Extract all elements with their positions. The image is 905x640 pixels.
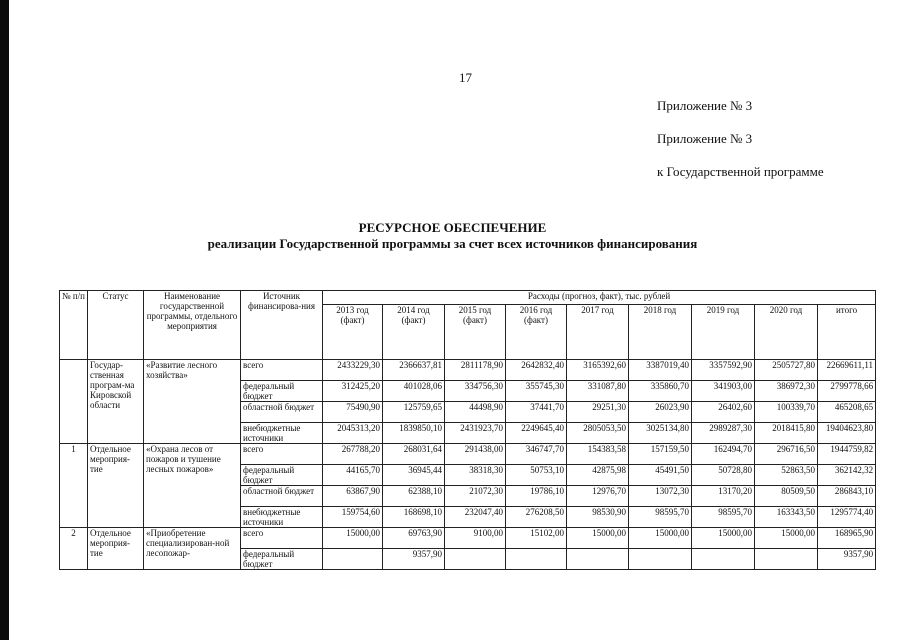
row-source: федеральный бюджет — [241, 381, 323, 402]
row-value: 341903,00 — [692, 381, 755, 402]
row-value: 21072,30 — [445, 486, 506, 507]
row-value: 98595,70 — [629, 507, 692, 528]
row-value — [692, 549, 755, 570]
header-expenses: Расходы (прогноз, факт), тыс. рублей — [323, 291, 876, 305]
header-year: 2015 год (факт) — [445, 305, 506, 360]
row-value: 15000,00 — [755, 528, 818, 549]
row-value: 98595,70 — [692, 507, 755, 528]
row-number: 2 — [60, 528, 88, 570]
header-source: Источник финансирова-ния — [241, 291, 323, 360]
row-value: 62388,10 — [383, 486, 445, 507]
row-total: 9357,90 — [818, 549, 876, 570]
row-value: 44165,70 — [323, 465, 383, 486]
row-value: 26023,90 — [629, 402, 692, 423]
row-value: 334756,30 — [445, 381, 506, 402]
row-source: всего — [241, 528, 323, 549]
header-total: итого — [818, 305, 876, 360]
row-value: 15000,00 — [692, 528, 755, 549]
row-value: 52863,50 — [755, 465, 818, 486]
header-year: 2014 год (факт) — [383, 305, 445, 360]
appendix-line-2: Приложение № 3 — [657, 131, 753, 146]
row-value — [323, 549, 383, 570]
row-value: 296716,50 — [755, 444, 818, 465]
row-value — [629, 549, 692, 570]
row-value: 401028,06 — [383, 381, 445, 402]
table-row — [60, 528, 876, 549]
row-value — [755, 549, 818, 570]
row-value: 15102,00 — [506, 528, 567, 549]
row-source: областной бюджет — [241, 486, 323, 507]
row-value: 125759,65 — [383, 402, 445, 423]
row-value: 37441,70 — [506, 402, 567, 423]
row-total: 362142,32 — [818, 465, 876, 486]
header-year: 2017 год — [567, 305, 629, 360]
row-status: Отдельное мероприя-тие — [88, 444, 144, 528]
row-total: 286843,10 — [818, 486, 876, 507]
row-value: 162494,70 — [692, 444, 755, 465]
document-subtitle: реализации Государственной программы за счет всех источников финансирования — [207, 236, 698, 251]
row-total: 2799778,66 — [818, 381, 876, 402]
row-value: 2045313,20 — [323, 423, 383, 444]
header-year: 2019 год — [692, 305, 755, 360]
table-row — [60, 360, 876, 381]
row-value: 19786,10 — [506, 486, 567, 507]
binder-edge — [0, 0, 9, 640]
row-source: областной бюджет — [241, 402, 323, 423]
row-value: 335860,70 — [629, 381, 692, 402]
row-value: 2249645,40 — [506, 423, 567, 444]
row-source: всего — [241, 444, 323, 465]
row-source: внебюджетные источники — [241, 423, 323, 444]
row-value: 346747,70 — [506, 444, 567, 465]
row-value: 2805053,50 — [567, 423, 629, 444]
row-value — [506, 549, 567, 570]
row-status: Государ-ственная програм-ма Кировской области — [88, 360, 144, 444]
row-name: «Приобретение специализирован-ной лесопожар- — [144, 528, 241, 570]
row-value: 168698,10 — [383, 507, 445, 528]
row-value: 3025134,80 — [629, 423, 692, 444]
row-value: 3165392,60 — [567, 360, 629, 381]
row-value: 26402,60 — [692, 402, 755, 423]
page-number: 17 — [459, 70, 472, 85]
row-value — [567, 549, 629, 570]
row-total: 1295774,40 — [818, 507, 876, 528]
row-value: 291438,00 — [445, 444, 506, 465]
row-value: 3387019,40 — [629, 360, 692, 381]
appendix-line-3: к Государственной программе — [657, 164, 824, 179]
row-name: «Охрана лесов от пожаров и тушение лесных пожаров» — [144, 444, 241, 528]
row-value: 100339,70 — [755, 402, 818, 423]
row-value: 267788,20 — [323, 444, 383, 465]
row-value: 44498,90 — [445, 402, 506, 423]
row-total: 22669611,11 — [818, 360, 876, 381]
row-value: 2505727,80 — [755, 360, 818, 381]
row-value: 312425,20 — [323, 381, 383, 402]
row-value: 1839850,10 — [383, 423, 445, 444]
header-number: № п/п — [60, 291, 88, 360]
appendix-line-1: Приложение № 3 — [657, 98, 753, 113]
row-value: 12976,70 — [567, 486, 629, 507]
row-value: 9357,90 — [383, 549, 445, 570]
row-number: 1 — [60, 444, 88, 528]
row-value: 36945,44 — [383, 465, 445, 486]
row-value: 38318,30 — [445, 465, 506, 486]
row-value: 2433229,30 — [323, 360, 383, 381]
row-value: 9100,00 — [445, 528, 506, 549]
row-total: 1944759,82 — [818, 444, 876, 465]
row-value: 42875,98 — [567, 465, 629, 486]
row-value: 157159,50 — [629, 444, 692, 465]
row-source: всего — [241, 360, 323, 381]
row-value: 355745,30 — [506, 381, 567, 402]
row-value: 13170,20 — [692, 486, 755, 507]
row-value: 29251,30 — [567, 402, 629, 423]
row-source: федеральный бюджет — [241, 465, 323, 486]
row-total: 19404623,80 — [818, 423, 876, 444]
row-value: 3357592,90 — [692, 360, 755, 381]
row-status: Отдельное мероприя-тие — [88, 528, 144, 570]
header-year: 2013 год (факт) — [323, 305, 383, 360]
row-value: 15000,00 — [567, 528, 629, 549]
row-value: 45491,50 — [629, 465, 692, 486]
row-value: 2989287,30 — [692, 423, 755, 444]
row-value: 50753,10 — [506, 465, 567, 486]
row-value: 163343,50 — [755, 507, 818, 528]
row-value: 2431923,70 — [445, 423, 506, 444]
row-value: 80509,50 — [755, 486, 818, 507]
row-value: 69763,90 — [383, 528, 445, 549]
header-status: Статус — [88, 291, 144, 360]
header-year: 2020 год — [755, 305, 818, 360]
row-value: 232047,40 — [445, 507, 506, 528]
row-value: 154383,58 — [567, 444, 629, 465]
row-value — [445, 549, 506, 570]
row-value: 276208,50 — [506, 507, 567, 528]
row-value: 2811178,90 — [445, 360, 506, 381]
row-value: 159754,60 — [323, 507, 383, 528]
row-source: внебюджетные источники — [241, 507, 323, 528]
row-value: 386972,30 — [755, 381, 818, 402]
row-total: 465208,65 — [818, 402, 876, 423]
row-value: 2018415,80 — [755, 423, 818, 444]
row-value: 331087,80 — [567, 381, 629, 402]
header-name: Наименование государственной программы, отдельного мероприятия — [144, 291, 241, 360]
row-value: 2366637,81 — [383, 360, 445, 381]
header-year: 2016 год (факт) — [506, 305, 567, 360]
header-year: 2018 год — [629, 305, 692, 360]
document-title: РЕСУРСНОЕ ОБЕСПЕЧЕНИЕ — [358, 220, 547, 235]
row-total: 168965,90 — [818, 528, 876, 549]
row-source: федеральный бюджет — [241, 549, 323, 570]
row-value: 2642832,40 — [506, 360, 567, 381]
row-number — [60, 360, 88, 444]
row-value: 268031,64 — [383, 444, 445, 465]
row-value: 15000,00 — [629, 528, 692, 549]
resources-table — [59, 290, 876, 570]
row-value: 50728,80 — [692, 465, 755, 486]
table-row — [60, 444, 876, 465]
row-value: 63867,90 — [323, 486, 383, 507]
row-value: 15000,00 — [323, 528, 383, 549]
row-value: 98530,90 — [567, 507, 629, 528]
row-value: 75490,90 — [323, 402, 383, 423]
row-value: 13072,30 — [629, 486, 692, 507]
row-name: «Развитие лесного хозяйства» — [144, 360, 241, 444]
